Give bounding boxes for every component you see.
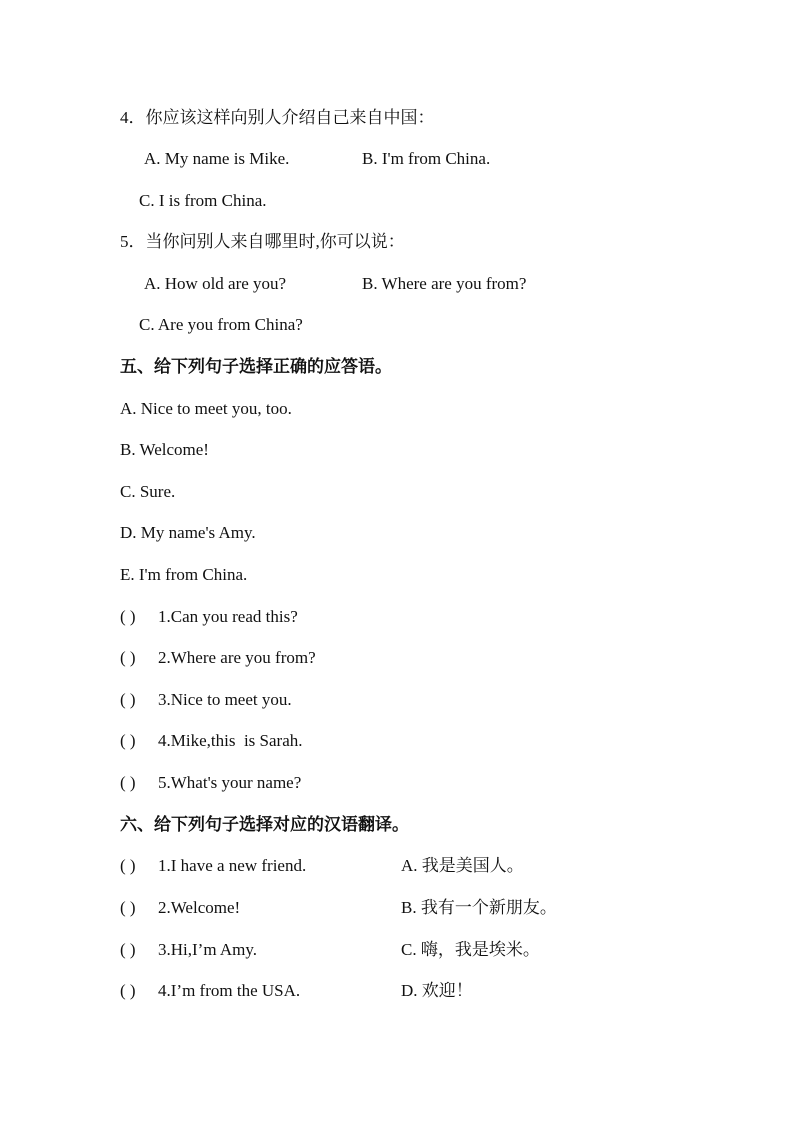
section-5-item-4	[120, 731, 303, 751]
item-text: 1.Can you read this?	[158, 607, 298, 626]
item-text: 4.Mike,this is Sarah.	[158, 731, 303, 750]
item-text: 3.Hi,I’m Amy.	[158, 940, 258, 959]
answer-blank[interactable]: ( )	[120, 731, 136, 750]
answer-blank[interactable]: ( )	[120, 607, 136, 626]
section-6-item-3	[120, 940, 257, 960]
section-5-item-2	[120, 648, 316, 668]
question-5-stem: 5．当你问别人来自哪里时,你可以说：	[120, 232, 405, 251]
section-5-item-3	[120, 690, 292, 710]
section-5-item-1	[120, 607, 298, 627]
answer-option-e: E. I'm from China.	[120, 565, 248, 584]
section-6-item-4	[120, 981, 300, 1001]
question-4-option-b: B. I'm from China.	[362, 149, 491, 168]
question-4-option-c: C. I is from China.	[139, 191, 267, 210]
translation-option-a: A. 我是美国人。	[401, 856, 524, 875]
question-5-option-c: C. Are you from China?	[139, 315, 303, 334]
section-6-item-1	[120, 856, 306, 876]
item-text: 2.Where are you from?	[158, 648, 316, 667]
answer-blank[interactable]: ( )	[120, 648, 136, 667]
answer-option-b: B. Welcome!	[120, 440, 209, 459]
item-text: 2.Welcome!	[158, 898, 241, 917]
item-text: 1.I have a new friend.	[158, 856, 307, 875]
answer-blank[interactable]: ( )	[120, 773, 136, 792]
section-6-item-2	[120, 898, 240, 918]
answer-blank[interactable]: ( )	[120, 898, 136, 917]
question-4-stem: 4．你应该这样向别人介绍自己来自中国：	[120, 108, 435, 127]
answer-blank[interactable]: ( )	[120, 690, 136, 709]
item-text: 4.I’m from the USA.	[158, 981, 301, 1000]
translation-option-b: B. 我有一个新朋友。	[401, 898, 557, 917]
section-5-heading: 五、给下列句子选择正确的应答语。	[120, 357, 392, 376]
section-6-heading: 六、给下列句子选择对应的汉语翻译。	[120, 815, 409, 834]
answer-blank[interactable]: ( )	[120, 940, 136, 959]
question-5-option-b: B. Where are you from?	[362, 274, 527, 293]
answer-option-a: A. Nice to meet you, too.	[120, 399, 292, 418]
answer-option-c: C. Sure.	[120, 482, 176, 501]
answer-blank[interactable]: ( )	[120, 856, 136, 875]
question-4-option-a: A. My name is Mike.	[144, 149, 290, 168]
answer-option-d: D. My name's Amy.	[120, 523, 256, 542]
item-text: 5.What's your name?	[158, 773, 302, 792]
question-5-option-a: A. How old are you?	[144, 274, 287, 293]
translation-option-d: D. 欢迎！	[401, 981, 473, 1000]
section-5-item-5	[120, 773, 301, 793]
translation-option-c: C. 嗨，我是埃米。	[401, 940, 540, 959]
item-text: 3.Nice to meet you.	[158, 690, 292, 709]
answer-blank[interactable]: ( )	[120, 981, 136, 1000]
